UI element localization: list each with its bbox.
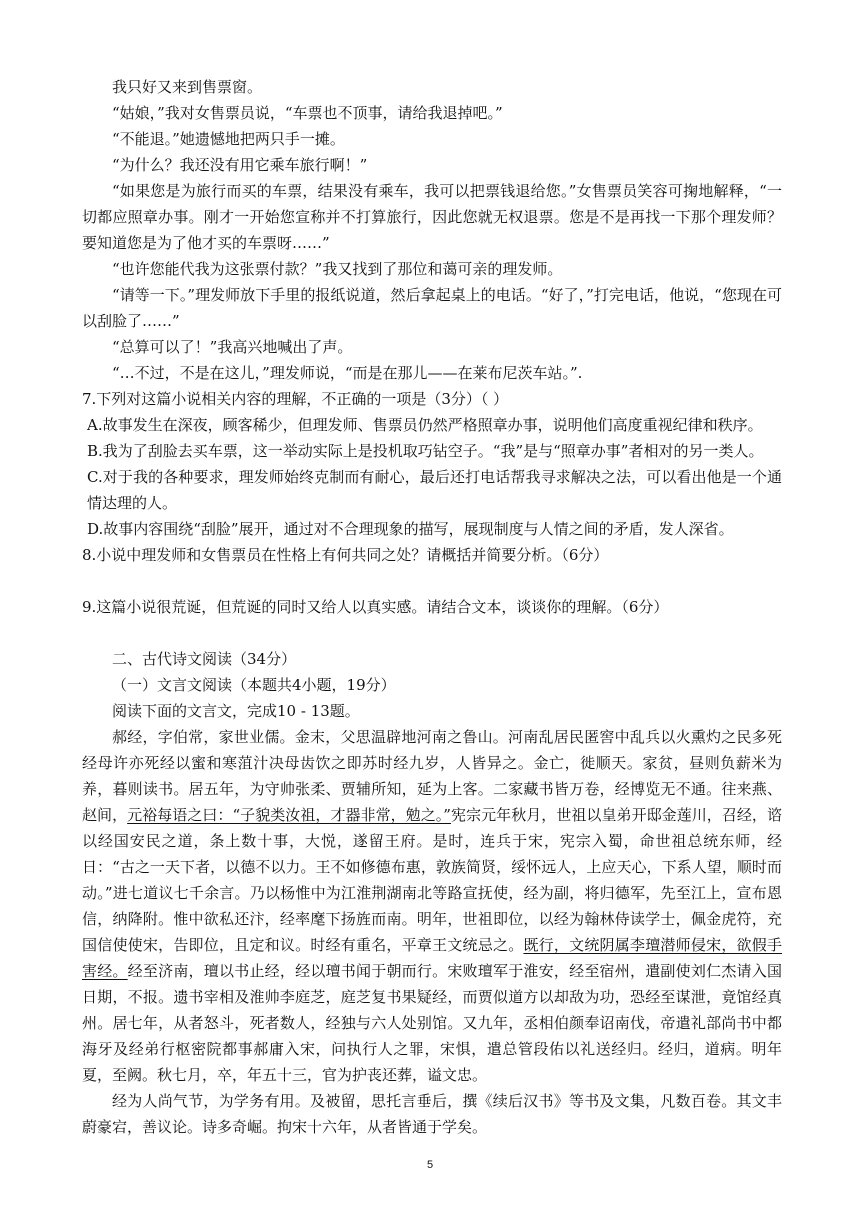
classical-text-segment: 郝经，字伯常，家世业儒。金末，父思温辟地河南之鲁山。河南乱居民匿窖中乱兵以火熏灼之民多死经母许亦死经以蜜和寒菹汁决母齿饮之即苏时经九岁，人皆异之。金亡，徙顺天。家贫，昼则负薪米为养，暮则读书。居五年，为守帅张柔、贾辅所知，延为上客。二家藏书皆万卷，经博览无不通。往来燕、赵间， [82,728,782,824]
question-7-option-d: D.故事内容围绕“刮脸”展开，通过对不合理现象的描写，展现制度与人情之间的矛盾，发人深省。 [87,520,734,538]
story-paragraph: “如果您是为旅行而买的车票，结果没有乘车，我可以把票钱退给您。”女售票员笑容可掬地解释，“一切都应照章办事。刚才一开始您宣称并不打算旅行，因此您就无权退票。您是不是再找一下那个理发师？要知道您是为了他才买的车票呀……” [82,182,782,252]
story-paragraph: “姑娘，”我对女售票员说，“车票也不顶事，请给我退掉吧。” [112,104,503,122]
page-number: 5 [426,1159,434,1171]
underlined-sentence-2: 既行，文统阴属李璮潜师侵宋，欲假手害经。 [82,936,782,980]
underlined-sentence-1: 元裕每语之曰：“子貌类汝祖，才器非常，勉之。” [127,806,451,824]
question-9: 9.这篇小说很荒诞，但荒诞的同时又给人以真实感。请结合文本，谈谈你的理解。（6分） [82,598,669,616]
story-paragraph: “为什么？我还没有用它乘车旅行啊！” [112,156,368,174]
story-paragraph: “总算可以了！”我高兴地喊出了声。 [112,338,353,356]
story-paragraph: “…不过，不是在这儿，”理发师说，“而是在那儿——在莱布尼茨车站。”. [112,364,583,382]
question-7-stem: 7.下列对这篇小说相关内容的理解，不正确的一项是（3分）（ ） [82,390,509,408]
page-content [82,74,782,1140]
question-7-option-c: C.对于我的各种要求，理发师始终克制而有耐心，最后还打电话帮我寻求解决之法，可以看出他是一个通情达理的人。 [87,468,782,512]
section-heading: 二、古代诗文阅读（34分） [112,650,297,668]
story-paragraph: “也许您能代我为这张票付款？”我又找到了那位和蔼可亲的理发师。 [112,260,563,278]
classical-text-paragraph: 经为人尚气节，为学务有用。及被留，思托言垂后，撰《续后汉书》等书及文集，凡数百卷。其文丰蔚豪宕，善议论。诗多奇崛。拘宋十六年，从者皆通于学矣。 [82,1092,782,1136]
classical-text-paragraph [82,724,782,1088]
reading-instruction: 阅读下面的文言文，完成10 - 13题。 [112,702,360,720]
section-subheading: （一）文言文阅读（本题共4小题，19分） [112,676,396,694]
story-paragraph: “请等一下。”理发师放下手里的报纸说道，然后拿起桌上的电话。“好了，”打完电话，他说，“您现在可以刮脸了……” [82,286,782,330]
classical-text-segment: 经至济南，璮以书止经，经以璮书闻于朝而行。宋败璮军于淮安，经至宿州，遣副使刘仁杰请入国日期，不报。遗书宰相及淮帅李庭芝，庭芝复书果疑经，而贾似道方以却敌为功，恐经至谋泄，竟馆经真州。居七年，从者怒斗，死者数人，经独与六人处别馆。又九年，丞相伯颜奉诏南伐，帝遣礼部尚书中都海牙及经弟行枢密院都事郝庸入宋，问执行人之罪，宋惧，遣总管段佑以礼送经归。经归，道病。明年夏，至阙。秋七月，卒，年五十三，官为护丧还葬，谥文忠。 [82,962,782,1084]
question-7-option-b: B.我为了刮脸去买车票，这一举动实际上是投机取巧钻空子。“我”是与“照章办事”者相对的另一类人。 [87,442,764,460]
answer-space [82,620,782,646]
story-paragraph: 我只好又来到售票窗。 [112,78,263,96]
answer-space [82,568,782,594]
question-7-option-a: A.故事发生在深夜，顾客稀少，但理发师、售票员仍然严格照章办事，说明他们高度重视纪律和秩序。 [87,416,763,434]
story-paragraph: “不能退。”她遗憾地把两只手一摊。 [112,130,345,148]
classical-text-segment: 宪宗元年秋月，世祖以皇弟开邸金莲川，召经，谘以经国安民之道，条上数十事，大悦，遂留王府。是时，连兵于宋，宪宗入蜀，命世祖总统东师，经日：“古之一天下者，以德不以力。王不如修德布惠，敦族简贤，绥怀远人，上应天心，下系人望，顺时而动。”进七道议七千余言。乃以杨惟中为江淮荆湖南北等路宣抚使，经为副，将归德军，先至江上，宣布恩信，纳降附。惟中欲私还汴，经率麾下扬旌而南。明年，世祖即位，以经为翰林侍读学士，佩金虎符，充国信使使宋，告即位，且定和议。时经有重名，平章王文统忌之。 [82,806,782,954]
question-8: 8.小说中理发师和女售票员在性格上有何共同之处？请概括并简要分析。（6分） [82,546,609,564]
